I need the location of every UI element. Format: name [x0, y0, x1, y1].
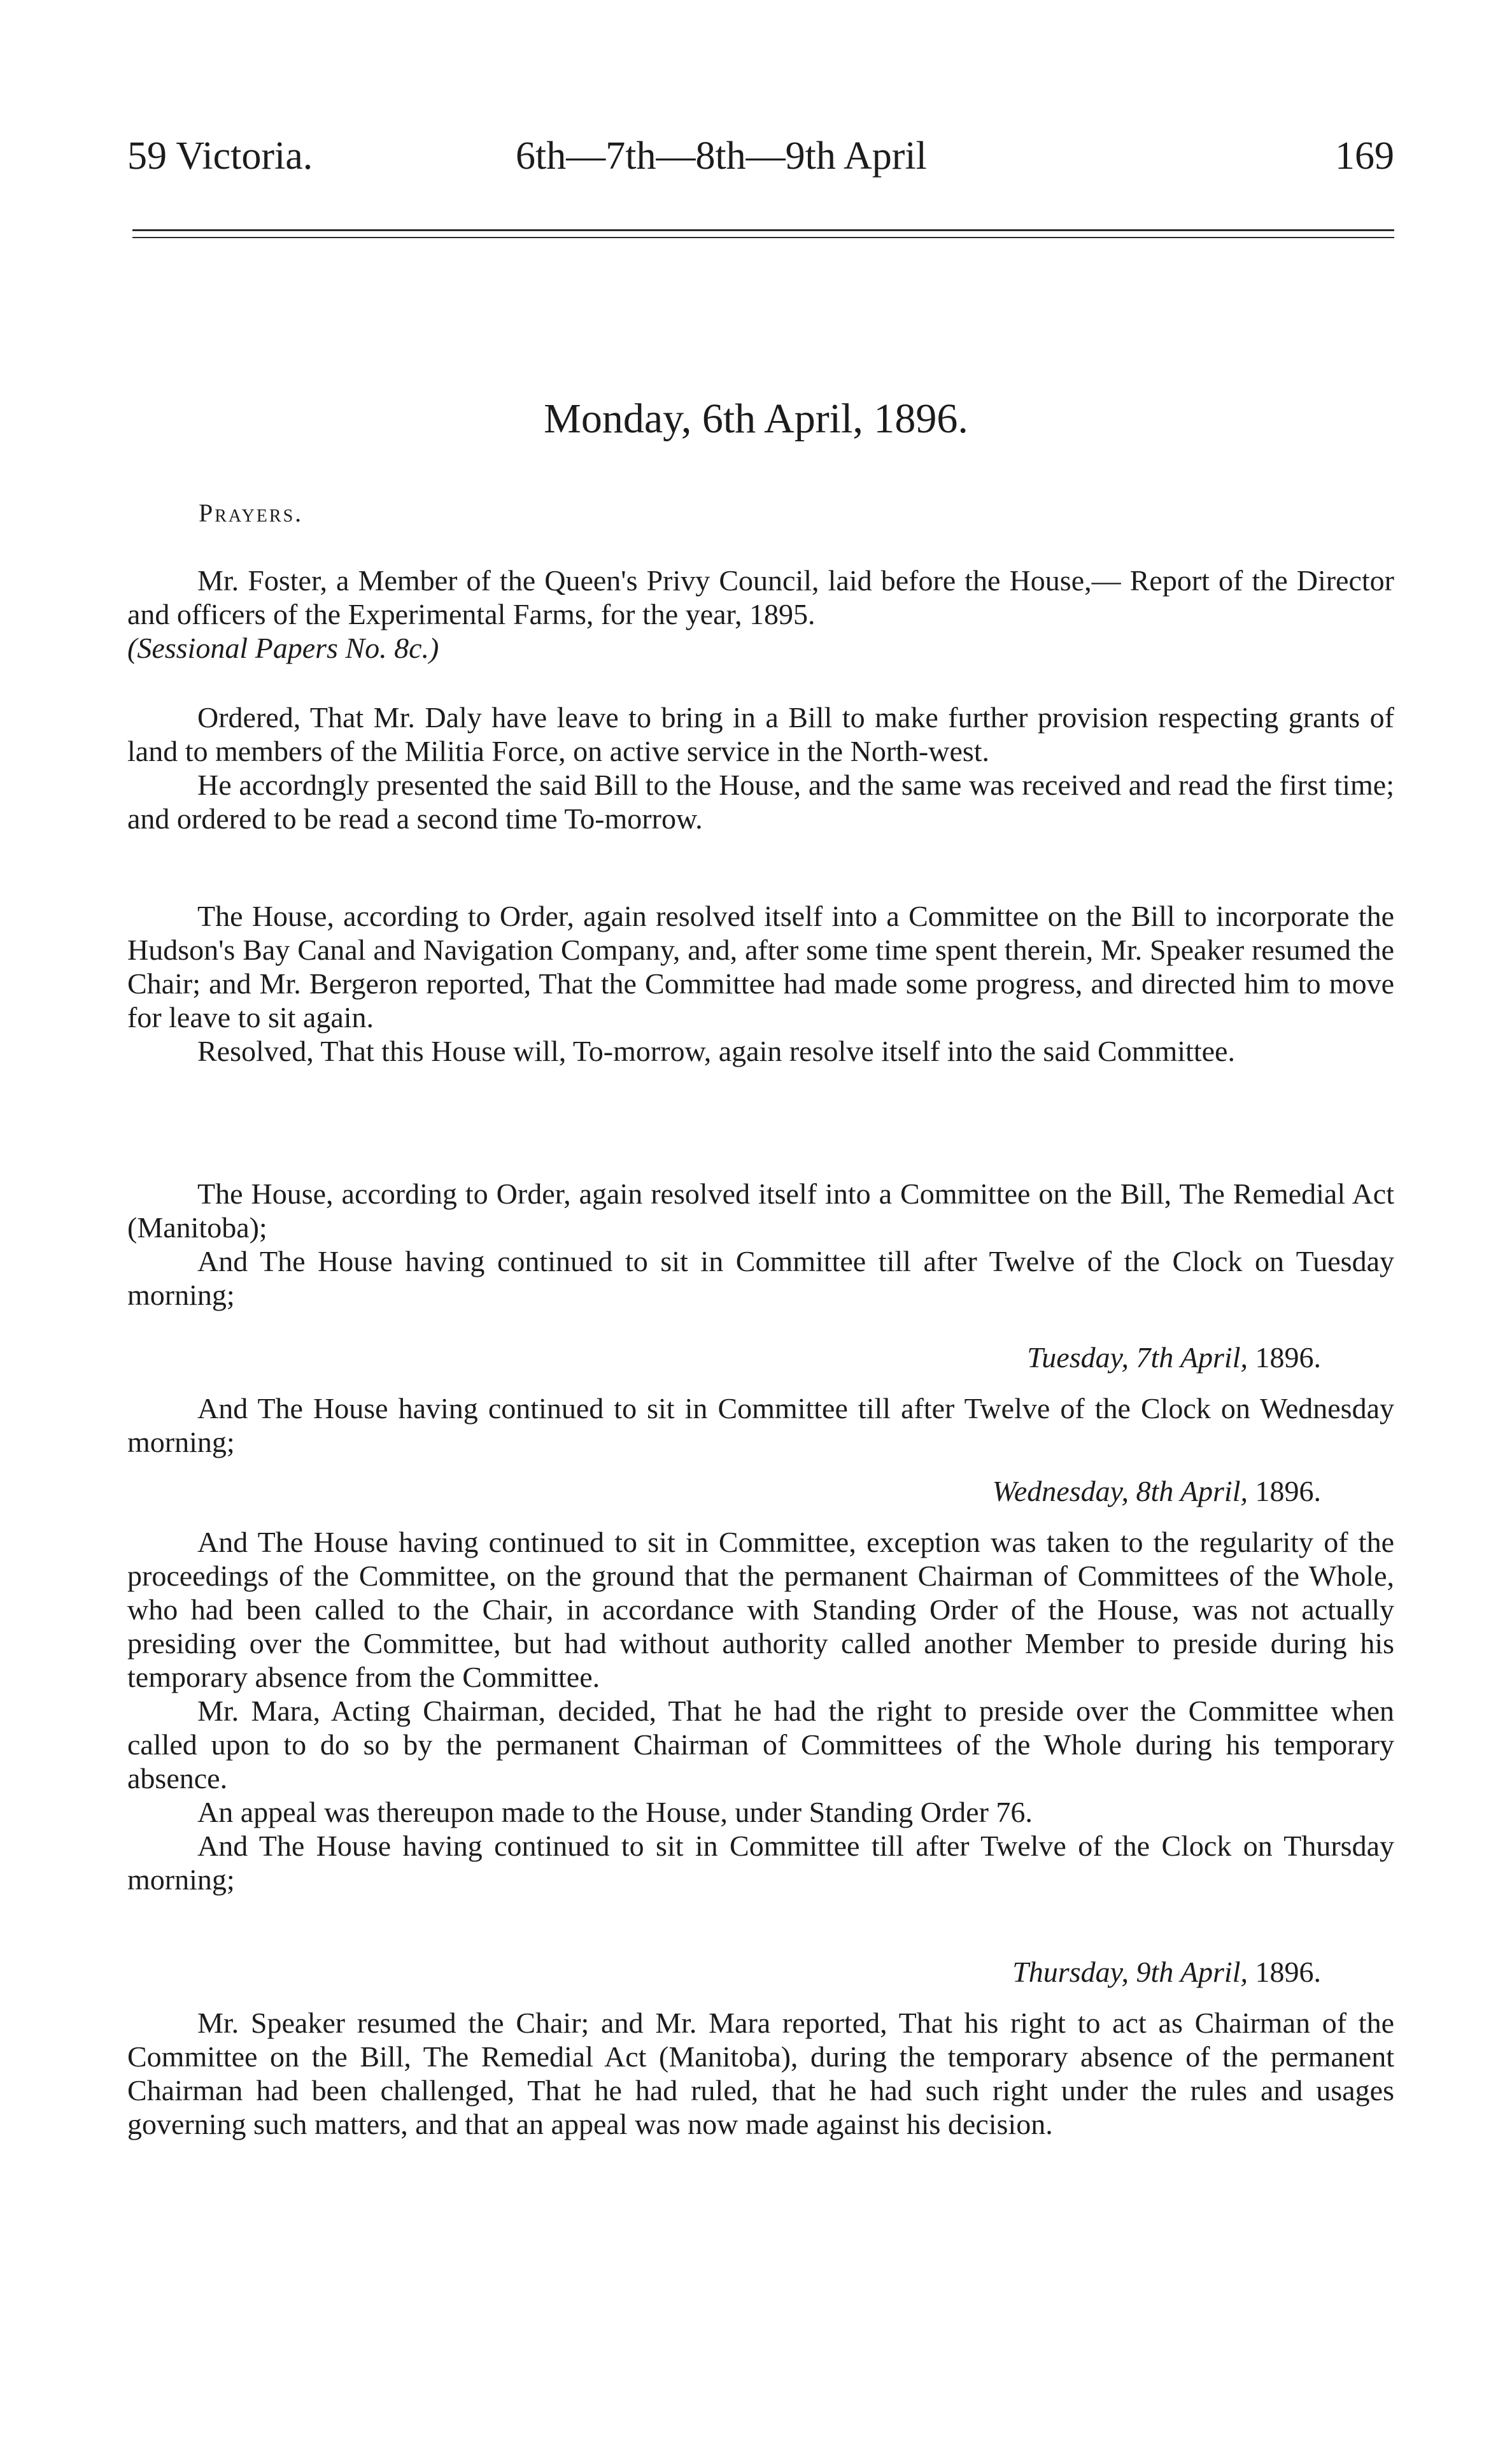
paragraph: An appeal was thereupon made to the House, under Standing Order 76.: [197, 1796, 1033, 1828]
header-dates: 6th—7th—8th—9th April: [516, 134, 927, 178]
text-block-foster: [127, 564, 1394, 665]
header-volume: 59 Victoria.: [127, 134, 313, 178]
paragraph: He accordngly presented the said Bill to the House, and the same was received and read the first time; and ordered to be read a second time To-morrow.: [127, 769, 1394, 835]
paragraph: And The House having continued to sit in Committee, exception was taken to the regularity of the proceedings of the Committee, on the ground that the permanent Chairman of Committees of the Whole, who had been called to the Chair, in accordance with Standing Order of the House, was not actually presiding over the Committee, but had without authority called another Member to preside during his temporary absence from the Committee.: [127, 1526, 1394, 1693]
paragraph: Resolved, That this House will, To-morrow, again resolve itself into the said Committee.: [197, 1035, 1235, 1067]
text-block-wednesday-morning: [127, 1391, 1394, 1459]
running-header: [127, 134, 1394, 191]
paragraph: Ordered, That Mr. Daly have leave to bring in a Bill to make further provision respecting grants of land to members of the Militia Force, on active service in the North-west.: [127, 701, 1394, 767]
dateline-wednesday: Wednesday, 8th April, 1896.: [992, 1475, 1321, 1507]
text-block-exception: [127, 1525, 1394, 1896]
header-rule-secondary: [132, 237, 1394, 238]
text-block-hudsons-bay: [127, 899, 1394, 1068]
paragraph: Mr. Mara, Acting Chairman, decided, That he had the right to preside over the Committee when called upon to do so by the permanent Chairman of Committees of the Whole during his temporary absence.: [127, 1695, 1394, 1795]
page-number: 169: [1335, 134, 1394, 178]
prayers-heading: Prayers.: [199, 499, 304, 527]
page-title: Monday, 6th April, 1896.: [544, 395, 968, 442]
paragraph-sessional-papers: (Sessional Papers No. 8c.): [127, 632, 439, 664]
paragraph: Mr. Foster, a Member of the Queen's Privy Council, laid before the House,— Report of the Director and officers of the Experimental Farms, for the year, 1895.: [127, 564, 1394, 630]
paragraph: The House, according to Order, again resolved itself into a Committee on the Bill to incorporate the Hudson's Bay Canal and Navigation Company, and, after some time spent therein, Mr. Speaker resumed the Chair; and Mr. Bergeron reported, That the Committee had made some progress, and directed him to move for leave to sit again.: [127, 900, 1394, 1034]
paragraph: And The House having continued to sit in Committee till after Twelve of the Clock on Thursday morning;: [127, 1830, 1394, 1896]
paragraph: And The House having continued to sit in Committee till after Twelve of the Clock on Tuesday morning;: [127, 1245, 1394, 1311]
text-block-remedial-act: [127, 1177, 1394, 1312]
text-block-daly-bill: [127, 700, 1394, 836]
header-rule: [132, 229, 1394, 231]
paragraph: And The House having continued to sit in Committee till after Twelve of the Clock on Wednesday morning;: [127, 1392, 1394, 1458]
paragraph: Mr. Speaker resumed the Chair; and Mr. Mara reported, That his right to act as Chairman of the Committee on the Bill, The Remedial Act (Manitoba), during the temporary absence of the permanent Chairman had been challenged, That he had ruled, that he had such right under the rules and usages governing such matters, and that an appeal was now made against his decision.: [127, 2007, 1394, 2140]
dateline-thursday: Thursday, 9th April, 1896.: [1012, 1956, 1321, 1988]
paragraph: The House, according to Order, again resolved itself into a Committee on the Bill, The Remedial Act (Manitoba);: [127, 1177, 1394, 1244]
dateline-tuesday: Tuesday, 7th April, 1896.: [1027, 1341, 1321, 1374]
text-block-speaker-report: [127, 2006, 1394, 2141]
